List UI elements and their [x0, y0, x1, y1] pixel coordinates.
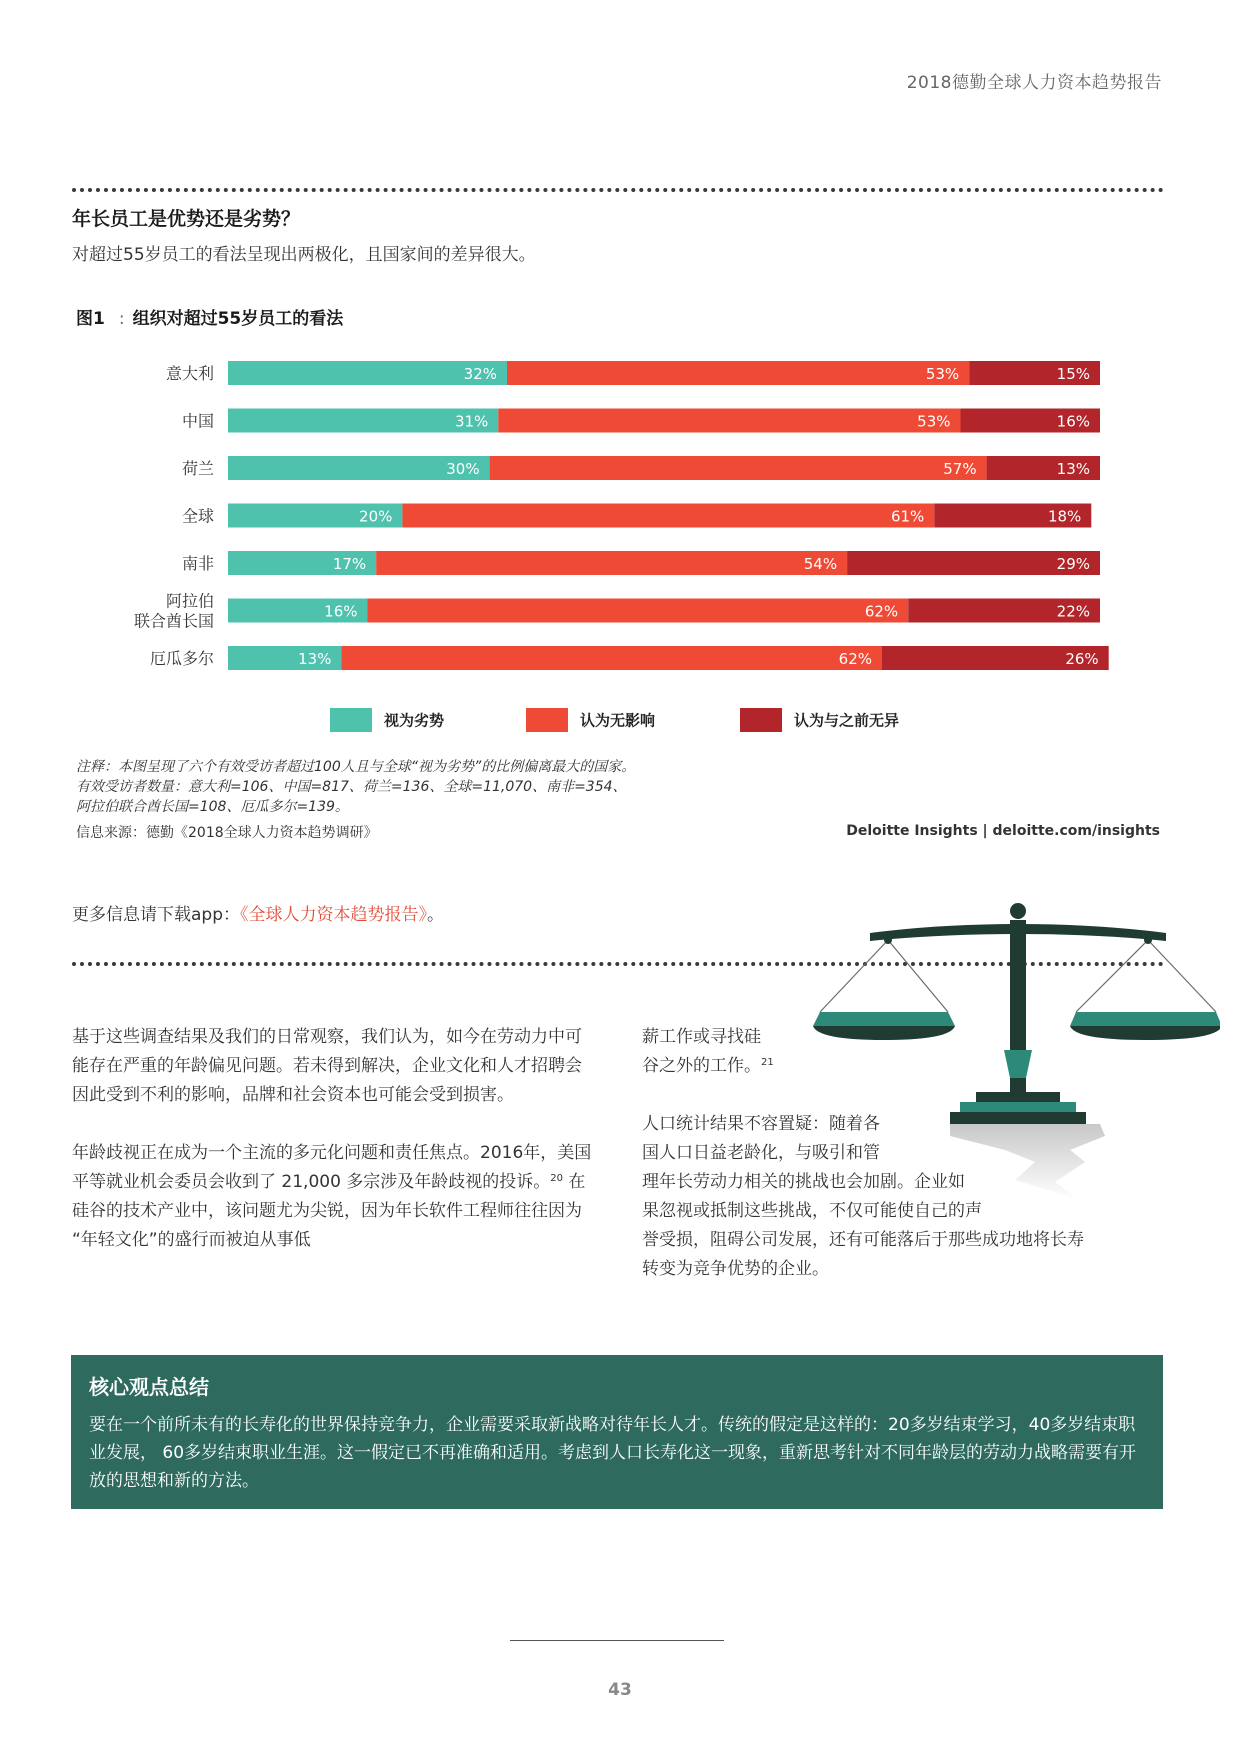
bar-value-label: 62%: [838, 650, 872, 668]
bar-value-label: 61%: [890, 507, 925, 526]
bar-segment: [341, 646, 882, 670]
more-info-prefix: 更多信息请下载app：: [72, 905, 240, 925]
category-label: 意大利: [165, 364, 214, 383]
left-string-2: [888, 940, 948, 1012]
left-string-1: [820, 940, 888, 1012]
footnote-ref-21[interactable]: 21: [761, 1057, 774, 1068]
right-hook: [1144, 936, 1152, 944]
bar-value-label: 15%: [1056, 365, 1090, 383]
category-label: 全球: [181, 506, 214, 526]
bar-segment: [376, 551, 847, 575]
scale-top-knob: [1010, 903, 1026, 919]
right-string-1: [1076, 940, 1148, 1012]
section-divider-top: [72, 188, 1164, 192]
legend-label-no-difference: 认为与之前无异: [794, 711, 900, 730]
category-label: 南非: [181, 554, 214, 573]
body-col2-p2-line1: 人口统计结果不容置疑：随着各: [642, 1114, 880, 1134]
body-column-left: [72, 1023, 598, 1255]
body-col2-line2: [642, 1052, 1182, 1081]
body-col2-p2-line3: 理年长劳动力相关的挑战也会加剧。企业如: [642, 1172, 965, 1192]
bar-segment: [490, 456, 987, 480]
bar-segment: [368, 599, 909, 623]
key-takeaways-box: [71, 1355, 1163, 1509]
key-takeaways-text: 要在一个前所未有的长寿化的世界保持竞争力，企业需要采取新战略对待年长人才。传统的假定是这样的：20多岁结束学习，40多岁结束职业发展， 60多岁结束职业生涯。这一假定已不再准确和适用。考虑到人口长寿化这一现象，重新思考针对不同年龄层的劳动力战略需要有开放的思想和新的方法。: [89, 1415, 1137, 1491]
page-number: 43: [608, 1680, 632, 1700]
figure-colon: :: [118, 309, 125, 329]
category-label: 联合酋长国: [133, 611, 214, 631]
bar-value-label: 22%: [1056, 602, 1090, 621]
more-info: [72, 900, 444, 925]
legend-swatch-disadvantage: [330, 708, 372, 732]
bar-value-label: 30%: [446, 460, 480, 478]
bar-value-label: 53%: [925, 365, 960, 383]
body-paragraph-2-a: 年龄歧视正在成为一个主流的多元化问题和责任焦点。2016年，美国平等就业机会委员会收到了 21,000 多宗涉及年龄歧视的投诉。: [72, 1143, 592, 1192]
stacked-bar-chart: [0, 350, 1240, 680]
bar-value-label: 26%: [1065, 650, 1099, 668]
category-label: 厄瓜多尔: [149, 649, 214, 668]
bar-value-label: 20%: [359, 507, 393, 526]
chart-note-line3: 阿拉伯联合酋长国=108、厄瓜多尔=139。: [76, 799, 349, 815]
bar-value-label: 18%: [1047, 507, 1082, 526]
legend-item-disadvantage: [330, 708, 444, 734]
figure-title: [76, 304, 343, 329]
body-col2-p2-line4: 果忽视或抵制这些挑战，不仅可能使自己的声: [642, 1201, 982, 1221]
legend-swatch-no-impact: [526, 708, 568, 732]
bar-value-label: 17%: [332, 555, 367, 573]
category-label: 阿拉伯: [165, 591, 214, 611]
right-string-2: [1148, 940, 1216, 1012]
chart-note-line2: 有效受访者数量：意大利=106、中国=817、荷兰=136、全球=11,070、南非=354、: [76, 779, 627, 795]
bar-value-label: 53%: [917, 412, 951, 431]
body-col2-line1: 薪工作或寻找硅: [642, 1027, 761, 1047]
bar-value-label: 32%: [463, 365, 497, 383]
body-col2-line2-text: 谷之外的工作。: [642, 1056, 761, 1076]
category-label: 中国: [181, 411, 214, 431]
figure-title-text: 组织对超过55岁员工的看法: [132, 309, 344, 329]
figure-number: 图1: [76, 309, 105, 329]
bar-value-label: 16%: [324, 602, 358, 621]
chart-note-line1: 注释：本图呈现了六个有效受访者超过100人且与全球“视为劣势”的比例偏离最大的国家。: [76, 759, 636, 775]
bar-value-label: 16%: [1056, 412, 1090, 431]
bar-value-label: 62%: [864, 602, 899, 621]
bar-value-label: 54%: [803, 555, 838, 573]
legend-item-no-impact: [526, 708, 655, 734]
section-subtitle: 对超过55岁员工的看法呈现出两极化，且国家间的差异很大。: [72, 245, 536, 265]
bar-segment: [498, 409, 960, 433]
legend-label-no-impact: 认为无影响: [580, 711, 656, 730]
legend-swatch-no-difference: [740, 708, 782, 732]
more-info-suffix: 。: [427, 905, 444, 925]
body-col2-p2-line6: 转变为竞争优势的企业。: [642, 1259, 829, 1279]
bar-value-label: 57%: [943, 460, 977, 478]
report-title: 2018德勤全球人力资本趋势报告: [906, 73, 1162, 93]
body-paragraph-1: 基于这些调查结果及我们的日常观察，我们认为，如今在劳动力中可能存在严重的年龄偏见问题。若未得到解决，企业文化和人才招聘会因此受到不利的影响，品牌和社会资本也可能会受到损害。: [72, 1027, 582, 1105]
legend-item-no-difference: [740, 708, 899, 734]
left-hook: [884, 936, 892, 944]
bar-value-label: 13%: [298, 650, 332, 668]
bar-segment: [402, 504, 934, 528]
body-column-right: [642, 1023, 1182, 1284]
body-col2-p2-line5: 誉受损，阻碍公司发展，还有可能落后于那些成功地将长寿: [642, 1230, 1084, 1250]
chart-source: 信息来源：德勤《2018全球人力资本趋势调研》: [76, 825, 378, 841]
body-col2-p2-line2: 国人口日益老龄化，与吸引和管: [642, 1143, 880, 1163]
body-paragraph-2: [72, 1139, 598, 1255]
legend-label-disadvantage: 视为劣势: [384, 711, 445, 730]
category-label: 荷兰: [181, 459, 214, 478]
app-download-link[interactable]: 《全球人力资本趋势报告》: [240, 905, 427, 925]
bar-segment: [507, 361, 969, 385]
key-takeaways-title: 核心观点总结: [89, 1375, 209, 1399]
deloitte-insights-brand: Deloitte Insights | deloitte.com/insights: [846, 823, 1160, 839]
bar-value-label: 31%: [454, 412, 489, 431]
body-paragraph-2-b: 在硅谷的技术产业中，该问题尤为尖锐，因为年长软件工程师往往因为 “年轻文化”的盛行而被迫从事低: [72, 1172, 586, 1250]
bar-value-label: 29%: [1056, 555, 1090, 573]
section-title: 年长员工是优势还是劣势？: [72, 208, 301, 230]
footer-rule: [510, 1640, 724, 1641]
bar-value-label: 13%: [1056, 460, 1090, 478]
footnote-ref-20[interactable]: 20: [550, 1173, 564, 1184]
